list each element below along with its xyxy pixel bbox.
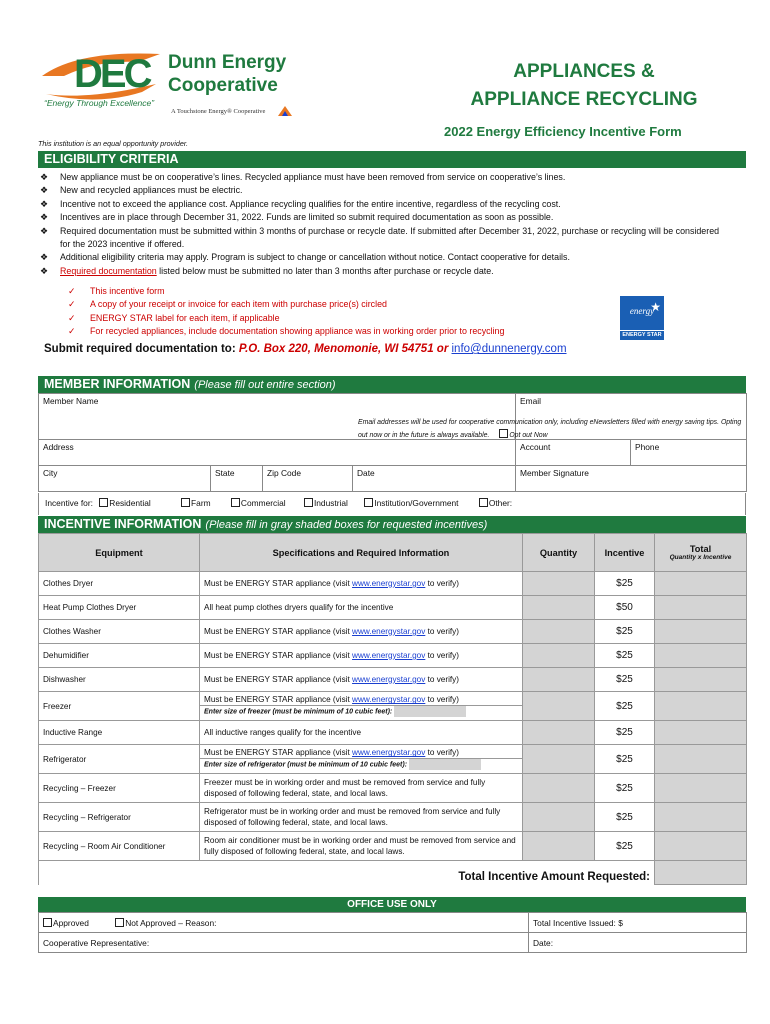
approved-label: Approved <box>53 917 89 928</box>
equipment-cell <box>39 832 200 861</box>
equipment-cell <box>39 745 200 774</box>
quantity-input[interactable] <box>523 774 595 803</box>
equipment-name: Heat Pump Clothes Dryer <box>43 603 137 612</box>
address-field[interactable] <box>39 440 516 466</box>
incentive-amount: $50 <box>616 602 633 613</box>
spec-cell <box>200 668 523 692</box>
incentive-amount: $25 <box>616 727 633 738</box>
list-item-text: New appliance must be on cooperative’s lines. Recycled appliance must have been removed from service on cooperative’s lines. <box>60 172 566 182</box>
spec-text: Room air conditioner must be in working order and must be removed from service and fully disposed of following federal, state, and local laws. <box>204 836 516 856</box>
slogan: “Energy Through Excellence” <box>44 98 155 108</box>
office-heading-text: OFFICE USE ONLY <box>347 899 437 910</box>
other-checkbox[interactable] <box>479 498 488 507</box>
total-input[interactable] <box>655 803 747 832</box>
date-field[interactable] <box>353 466 516 492</box>
opt-out-checkbox[interactable] <box>499 429 508 438</box>
member-heading <box>38 376 746 393</box>
spec-cell <box>200 803 523 832</box>
diamond-bullet-icon: ❖ <box>40 172 48 182</box>
industrial-checkbox[interactable] <box>304 498 313 507</box>
member-heading-note: (Please fill out entire section) <box>194 379 336 391</box>
office-heading <box>38 897 746 912</box>
field-label: Member Signature <box>520 468 589 478</box>
energy-star-logo <box>620 296 664 340</box>
spec-text: to verify) <box>425 748 459 758</box>
total-label: Total Incentive Amount Requested: <box>458 870 650 883</box>
spec-cell <box>200 644 523 668</box>
list-item <box>38 225 728 252</box>
quantity-input[interactable] <box>523 745 595 774</box>
coop-logo <box>38 46 308 121</box>
email-note <box>358 418 744 441</box>
star-icon: ★ <box>650 300 661 314</box>
energy-star-link[interactable]: www.energystar.gov <box>352 675 426 684</box>
equipment-name: Dehumidifier <box>43 651 89 660</box>
table-row <box>39 668 747 692</box>
col-equipment: Equipment <box>39 534 200 572</box>
opt-out-label: Opt out Now <box>509 431 548 439</box>
table-row <box>39 832 747 861</box>
touchstone-tagline: A Touchstone Energy® Cooperative <box>171 108 266 115</box>
quantity-input[interactable] <box>523 644 595 668</box>
energy-star-text: ENERGY STAR <box>620 330 664 338</box>
spec-text: to verify) <box>425 675 459 684</box>
incentive-heading-note: (Please fill in gray shaded boxes for requested incentives) <box>205 519 488 531</box>
eligibility-heading-text: ELIGIBILITY CRITERIA <box>44 152 179 166</box>
total-input[interactable] <box>655 721 747 745</box>
spec-text: to verify) <box>425 579 459 588</box>
eligibility-heading <box>38 151 746 168</box>
energy-star-link[interactable]: www.energystar.gov <box>352 695 426 705</box>
residential-checkbox[interactable] <box>99 498 108 507</box>
spec-cell <box>200 832 523 861</box>
incentive-amount: $25 <box>616 650 633 661</box>
spec-text: Must be ENERGY STAR appliance (visit <box>204 651 353 660</box>
member-heading-text: MEMBER INFORMATION <box>44 377 191 391</box>
spec-text: to verify) <box>425 651 459 660</box>
size-input[interactable] <box>394 706 466 717</box>
required-documentation-link[interactable]: Required documentation <box>60 265 157 276</box>
incentive-cell <box>595 745 655 774</box>
list-item-text: ENERGY STAR label for each item, if applicable <box>90 312 280 323</box>
size-input[interactable] <box>409 759 481 770</box>
quantity-input[interactable] <box>523 692 595 721</box>
account-phone-cell <box>516 440 747 466</box>
quantity-input[interactable] <box>523 668 595 692</box>
list-item <box>38 251 728 264</box>
table-row <box>39 596 747 620</box>
phone-field[interactable] <box>631 440 746 465</box>
total-label-cell <box>39 861 655 885</box>
not-approved-checkbox[interactable] <box>115 918 124 927</box>
equipment-cell <box>39 692 200 721</box>
field-label: Member Name <box>43 396 99 406</box>
field-label: Cooperative Representative: <box>43 937 150 948</box>
equipment-name: Clothes Dryer <box>43 579 94 588</box>
energy-star-requirement <box>204 650 518 661</box>
equipment-cell <box>39 668 200 692</box>
total-input[interactable] <box>655 745 747 774</box>
size-entry-label: Enter size of freezer (must be minimum of 10 cubic feet): <box>204 708 393 716</box>
equipment-name: Freezer <box>43 701 72 711</box>
col-incentive: Incentive <box>595 534 655 572</box>
diamond-bullet-icon: ❖ <box>40 252 48 263</box>
incentive-heading-text: INCENTIVE INFORMATION <box>44 517 202 531</box>
equipment-cell <box>39 803 200 832</box>
field-label: Date <box>357 468 375 478</box>
institution-checkbox[interactable] <box>364 498 373 507</box>
state-field[interactable] <box>211 466 263 492</box>
option-label: Residential <box>109 498 151 508</box>
spec-text: All heat pump clothes dryers qualify for the incentive <box>204 603 394 612</box>
energy-star-requirement <box>204 747 518 758</box>
equipment-cell <box>39 721 200 745</box>
option-label: Farm <box>191 498 211 508</box>
farm-checkbox[interactable] <box>181 498 190 507</box>
incentive-cell <box>595 572 655 596</box>
table-row <box>39 644 747 668</box>
form-title <box>454 58 714 114</box>
col-total-label: Total <box>689 544 712 554</box>
list-item-text: This incentive form <box>90 286 165 296</box>
incentive-cell <box>595 774 655 803</box>
spec-text: Must be ENERGY STAR appliance (visit <box>204 695 353 705</box>
zip-field[interactable] <box>263 466 353 492</box>
equipment-name: Recycling – Room Air Conditioner <box>43 841 166 851</box>
equipment-name: Clothes Washer <box>43 627 101 636</box>
field-label: Zip Code <box>267 468 301 478</box>
incentive-cell <box>595 668 655 692</box>
energy-star-requirement <box>204 674 518 685</box>
incentive-cell <box>595 620 655 644</box>
cooperative-rep-field[interactable] <box>39 933 529 953</box>
list-item <box>38 184 728 197</box>
list-item <box>38 265 728 278</box>
incentive-amount: $25 <box>616 626 633 637</box>
energy-star-requirement <box>204 578 518 589</box>
total-input[interactable] <box>655 644 747 668</box>
touchstone-logo-icon <box>278 106 292 116</box>
table-row <box>39 774 747 803</box>
list-item-text: Required documentation must be submitted within 3 months of purchase or recycle date. If submitted after December 31, 2022, purchase or recycling will be considered for the 2023 incentive if offered. <box>60 225 720 250</box>
checkmark-icon: ✓ <box>68 312 76 323</box>
size-entry-label: Enter size of refrigerator (must be minimum of 10 cubic feet): <box>204 761 408 769</box>
table-row <box>39 803 747 832</box>
incentive-amount: $25 <box>616 674 633 685</box>
equipment-name: Dishwasher <box>43 675 86 684</box>
spec-cell <box>200 745 523 774</box>
equipment-cell <box>39 620 200 644</box>
equipment-name: Refrigerator <box>43 754 87 764</box>
equipment-name: Inductive Range <box>43 728 103 737</box>
spec-text: Must be ENERGY STAR appliance (visit <box>204 627 353 636</box>
col-total-sublabel: Quantity x Incentive <box>669 554 732 561</box>
quantity-input[interactable] <box>523 803 595 832</box>
option-label: Commercial <box>240 498 286 508</box>
checkmark-icon: ✓ <box>68 326 76 337</box>
energy-star-requirement <box>204 626 518 637</box>
energy-star-link[interactable]: www.energystar.gov <box>352 748 426 758</box>
submit-line: Submit required documentation to: P.O. Box 220, Menomonie, WI 54751 or info@dunnenergy.com <box>44 343 567 355</box>
list-item-text: A copy of your receipt or invoice for each item with purchase price(s) circled <box>90 299 387 310</box>
quantity-input[interactable] <box>523 596 595 620</box>
col-quantity: Quantity <box>523 534 595 572</box>
quantity-input[interactable] <box>523 832 595 861</box>
table-row <box>39 572 747 596</box>
list-item-text: listed below must be submitted no later than 3 months after purchase or recycle date. <box>156 265 494 276</box>
spec-text: Must be ENERGY STAR appliance (visit <box>204 579 353 588</box>
spec-text: Refrigerator must be in working order and must be removed from service and fully disposed of following federal, state, and local laws. <box>204 807 501 827</box>
equipment-cell <box>39 572 200 596</box>
option-label: Institution/Government <box>374 498 459 508</box>
field-label: Address <box>43 442 74 452</box>
submit-address: P.O. Box 220, Menomonie, WI 54751 or <box>238 343 452 355</box>
total-input[interactable] <box>655 620 747 644</box>
incentive-amount: $25 <box>616 782 633 794</box>
incentive-table <box>38 533 747 885</box>
diamond-bullet-icon: ❖ <box>40 185 48 196</box>
incentive-cell <box>595 596 655 620</box>
incentive-cell <box>595 692 655 721</box>
total-input[interactable] <box>655 596 747 620</box>
energy-star-script: energy <box>629 306 655 316</box>
list-item <box>38 171 728 184</box>
diamond-bullet-icon: ❖ <box>40 225 48 236</box>
quantity-input[interactable] <box>523 721 595 745</box>
total-input[interactable] <box>655 774 747 803</box>
diamond-bullet-icon: ❖ <box>40 265 48 276</box>
office-table <box>38 912 747 953</box>
field-label: Phone <box>635 442 660 452</box>
checkmark-icon: ✓ <box>68 286 76 296</box>
equipment-cell <box>39 774 200 803</box>
field-label: Email <box>520 396 541 406</box>
energy-star-link[interactable]: www.energystar.gov <box>352 579 426 588</box>
incentive-amount: $25 <box>616 811 633 823</box>
equipment-name: Recycling – Freezer <box>43 783 116 793</box>
list-item <box>38 198 728 211</box>
size-entry <box>200 758 522 770</box>
list-item <box>38 211 728 224</box>
spec-cell <box>200 692 523 721</box>
incentive-amount: $25 <box>616 700 633 712</box>
field-label: Total Incentive Issued: $ <box>533 917 623 928</box>
org-name-line1: Dunn Energy <box>168 52 287 73</box>
table-row <box>39 721 747 745</box>
incentive-for-row <box>38 493 746 515</box>
incentive-for-label: Incentive for: <box>45 498 93 508</box>
submit-label: Submit required documentation to <box>44 343 232 355</box>
table-row <box>39 620 747 644</box>
not-approved-label: Not Approved – Reason: <box>125 917 217 928</box>
logo-letters: DEC <box>74 52 150 96</box>
account-field[interactable] <box>516 440 631 465</box>
field-label: Date: <box>533 937 554 948</box>
approval-cell <box>39 913 529 933</box>
total-input[interactable] <box>655 692 747 721</box>
title-line1: APPLIANCES & <box>513 61 655 82</box>
option-label: Industrial <box>313 498 348 508</box>
spec-text: Must be ENERGY STAR appliance (visit <box>204 675 353 684</box>
spec-text: All inductive ranges qualify for the incentive <box>204 728 362 737</box>
spec-text: Must be ENERGY STAR appliance (visit <box>204 748 353 758</box>
col-specs: Specifications and Required Information <box>200 534 523 572</box>
list-item <box>38 285 618 298</box>
list-item <box>38 312 618 325</box>
incentive-amount: $25 <box>616 753 633 765</box>
col-total <box>655 534 747 572</box>
equipment-name: Recycling – Refrigerator <box>43 812 131 822</box>
equal-opportunity-note: This institution is an equal opportunity provider. <box>38 139 188 148</box>
member-table <box>38 393 747 492</box>
table-row <box>39 692 747 721</box>
grand-total-input[interactable] <box>655 861 747 885</box>
list-item-text: For recycled appliances, include documentation showing appliance was in working order prior to recycling <box>90 326 505 337</box>
spec-cell <box>200 721 523 745</box>
spec-text: Freezer must be in working order and must be removed from service and fully disposed of following federal, state, and local laws. <box>204 778 486 798</box>
field-label: Account <box>520 442 551 452</box>
total-issued-field[interactable] <box>529 913 747 933</box>
approved-checkbox[interactable] <box>43 918 52 927</box>
list-item-text: Incentive not to exceed the appliance cost. Appliance recycling qualifies for the entire incentive, regardless of the recycling cost. <box>60 198 561 209</box>
incentive-cell <box>595 644 655 668</box>
checkmark-icon: ✓ <box>68 299 76 310</box>
energy-star-link[interactable]: www.energystar.gov <box>352 627 426 636</box>
table-row <box>39 745 747 774</box>
submit-email-link[interactable]: info@dunnenergy.com <box>451 343 567 355</box>
field-label: State <box>215 468 235 478</box>
spec-cell <box>200 774 523 803</box>
total-row <box>39 861 747 885</box>
documentation-list <box>38 285 618 339</box>
incentive-cell <box>595 832 655 861</box>
spec-cell <box>200 596 523 620</box>
list-item-text: New and recycled appliances must be electric. <box>60 185 243 196</box>
total-input[interactable] <box>655 832 747 861</box>
equipment-cell <box>39 596 200 620</box>
eligibility-list <box>38 171 728 278</box>
quantity-input[interactable] <box>523 620 595 644</box>
diamond-bullet-icon: ❖ <box>40 198 48 209</box>
incentive-heading <box>38 516 746 533</box>
equipment-cell <box>39 644 200 668</box>
total-input[interactable] <box>655 572 747 596</box>
diamond-bullet-icon: ❖ <box>40 212 48 223</box>
org-name-line2: Cooperative <box>168 75 278 96</box>
total-input[interactable] <box>655 668 747 692</box>
spec-cell <box>200 572 523 596</box>
email-note-text: Email addresses will be used for cooperative communication only, including eNewsletters filled with energy saving tips. Opting out now or in the future is always available. <box>358 419 742 439</box>
energy-star-requirement <box>204 694 518 705</box>
commercial-checkbox[interactable] <box>231 498 240 507</box>
spec-text: to verify) <box>425 627 459 636</box>
form-subtitle: 2022 Energy Efficiency Incentive Form <box>444 124 682 139</box>
incentive-cell <box>595 721 655 745</box>
list-item-text: Additional eligibility criteria may apply. Program is subject to change or cancellation without notice. Contact cooperative for details. <box>60 252 570 263</box>
signature-field[interactable] <box>516 466 747 492</box>
incentive-cell <box>595 803 655 832</box>
office-date-field[interactable] <box>529 933 747 953</box>
incentive-amount: $25 <box>616 840 633 852</box>
quantity-input[interactable] <box>523 572 595 596</box>
size-entry <box>200 705 522 717</box>
incentive-amount: $25 <box>616 578 633 589</box>
energy-star-link[interactable]: www.energystar.gov <box>352 651 426 660</box>
list-item-text: Incentives are in place through December 31, 2022. Funds are limited so submit required documentation as soon as possible. <box>60 212 554 223</box>
title-line2: APPLIANCE RECYCLING <box>470 89 698 110</box>
table-header-row <box>39 534 747 572</box>
list-item <box>38 325 618 338</box>
list-item <box>38 298 618 311</box>
city-field[interactable] <box>39 466 211 492</box>
field-label: City <box>43 468 58 478</box>
option-label: Other: <box>488 498 513 508</box>
spec-cell <box>200 620 523 644</box>
spec-text: to verify) <box>425 695 459 705</box>
